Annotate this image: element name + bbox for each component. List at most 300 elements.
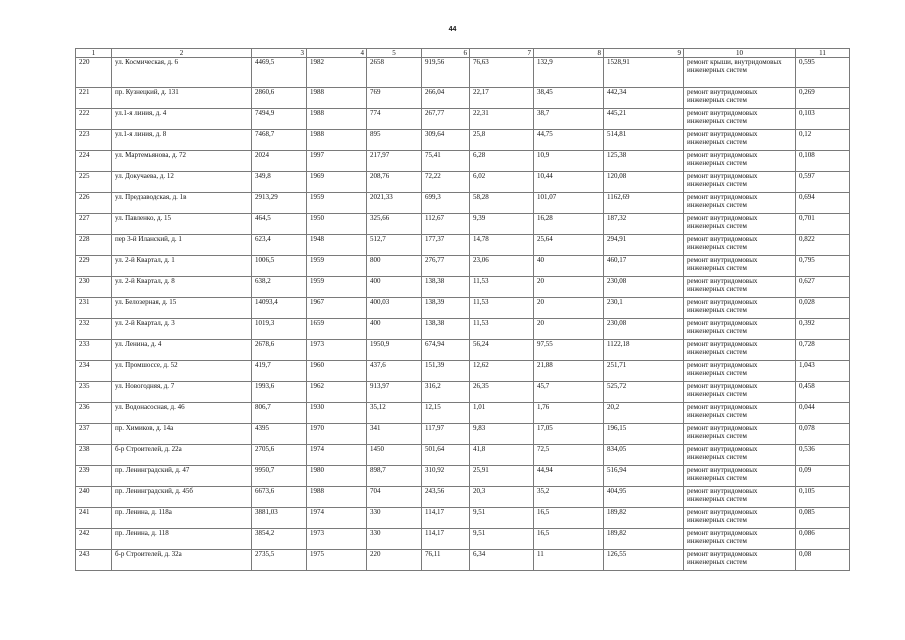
area-cell: 806,7 (252, 403, 307, 424)
table-row (76, 214, 850, 235)
address-cell: б-р Строителей, д. 32а (112, 550, 252, 571)
work-type-cell: ремонт внутридомовых инженерных систем (684, 508, 796, 529)
table-row (76, 235, 850, 256)
value-9-cell: 120,08 (604, 172, 684, 193)
cost-cell: 325,66 (367, 214, 422, 235)
value-6-cell: 75,41 (422, 151, 470, 172)
ratio-cell: 0,08 (796, 550, 850, 571)
value-8-cell: 17,05 (534, 424, 604, 445)
value-9-cell: 460,17 (604, 256, 684, 277)
table-row (76, 88, 850, 109)
ratio-cell: 0,044 (796, 403, 850, 424)
address-cell: ул. Водонасосная, д. 46 (112, 403, 252, 424)
area-cell: 1993,6 (252, 382, 307, 403)
year-cell: 1980 (307, 466, 367, 487)
table-row (76, 172, 850, 193)
address-cell: ул. Новогодняя, д. 7 (112, 382, 252, 403)
ratio-cell: 0,694 (796, 193, 850, 214)
area-cell: 7494,9 (252, 109, 307, 130)
year-cell: 1959 (307, 256, 367, 277)
value-8-cell: 1,76 (534, 403, 604, 424)
column-number-header: 11 (796, 49, 850, 58)
value-7-cell: 11,53 (470, 319, 534, 340)
value-8-cell: 20 (534, 298, 604, 319)
value-8-cell: 20 (534, 319, 604, 340)
value-7-cell: 11,53 (470, 277, 534, 298)
table-row (76, 109, 850, 130)
address-cell: пр. Ленинградский, д. 45б (112, 487, 252, 508)
value-6-cell: 266,04 (422, 88, 470, 109)
row-index-cell: 240 (76, 487, 112, 508)
value-6-cell: 76,11 (422, 550, 470, 571)
table-row (76, 256, 850, 277)
address-cell: ул. 2-й Квартал, д. 3 (112, 319, 252, 340)
work-type-cell: ремонт внутридомовых инженерных систем (684, 151, 796, 172)
value-6-cell: 138,39 (422, 298, 470, 319)
value-8-cell: 97,55 (534, 340, 604, 361)
cost-cell: 2658 (367, 58, 422, 88)
work-type-cell: ремонт внутридомовых инженерных систем (684, 340, 796, 361)
ratio-cell: 0,086 (796, 529, 850, 550)
value-6-cell: 267,77 (422, 109, 470, 130)
value-7-cell: 41,8 (470, 445, 534, 466)
table-row (76, 319, 850, 340)
value-8-cell: 10,9 (534, 151, 604, 172)
table-row (76, 382, 850, 403)
address-cell: б-р Строителей, д. 22а (112, 445, 252, 466)
year-cell: 1973 (307, 340, 367, 361)
value-8-cell: 132,9 (534, 58, 604, 88)
ratio-cell: 0,103 (796, 109, 850, 130)
value-6-cell: 117,97 (422, 424, 470, 445)
ratio-cell: 0,09 (796, 466, 850, 487)
value-8-cell: 44,94 (534, 466, 604, 487)
value-6-cell: 674,94 (422, 340, 470, 361)
work-type-cell: ремонт внутридомовых инженерных систем (684, 361, 796, 382)
cost-cell: 330 (367, 508, 422, 529)
value-6-cell: 138,38 (422, 277, 470, 298)
value-6-cell: 309,64 (422, 130, 470, 151)
cost-cell: 400 (367, 277, 422, 298)
column-number-row (76, 49, 850, 58)
value-6-cell: 310,92 (422, 466, 470, 487)
area-cell: 3881,03 (252, 508, 307, 529)
area-cell: 349,8 (252, 172, 307, 193)
table-row (76, 445, 850, 466)
area-cell: 1006,5 (252, 256, 307, 277)
value-7-cell: 26,35 (470, 382, 534, 403)
value-9-cell: 294,91 (604, 235, 684, 256)
value-7-cell: 58,28 (470, 193, 534, 214)
ratio-cell: 0,822 (796, 235, 850, 256)
value-9-cell: 189,82 (604, 529, 684, 550)
address-cell: ул.1-я линия, д. 8 (112, 130, 252, 151)
table-row (76, 550, 850, 571)
row-index-cell: 221 (76, 88, 112, 109)
value-6-cell: 138,38 (422, 319, 470, 340)
row-index-cell: 225 (76, 172, 112, 193)
year-cell: 1962 (307, 382, 367, 403)
cost-cell: 704 (367, 487, 422, 508)
value-9-cell: 1528,91 (604, 58, 684, 88)
column-number-header: 8 (534, 49, 604, 58)
value-6-cell: 699,3 (422, 193, 470, 214)
address-cell: ул. Ленина, д. 4 (112, 340, 252, 361)
ratio-cell: 0,028 (796, 298, 850, 319)
year-cell: 1930 (307, 403, 367, 424)
area-cell: 4469,5 (252, 58, 307, 88)
value-6-cell: 243,56 (422, 487, 470, 508)
column-number-header: 3 (252, 49, 307, 58)
year-cell: 1950 (307, 214, 367, 235)
area-cell: 9950,7 (252, 466, 307, 487)
row-index-cell: 237 (76, 424, 112, 445)
work-type-cell: ремонт внутридомовых инженерных систем (684, 466, 796, 487)
ratio-cell: 0,105 (796, 487, 850, 508)
value-8-cell: 21,88 (534, 361, 604, 382)
table-row (76, 277, 850, 298)
ratio-cell: 0,597 (796, 172, 850, 193)
value-8-cell: 38,45 (534, 88, 604, 109)
ratio-cell: 0,627 (796, 277, 850, 298)
column-number-header: 6 (422, 49, 470, 58)
cost-cell: 220 (367, 550, 422, 571)
table-row (76, 298, 850, 319)
cost-cell: 2021,33 (367, 193, 422, 214)
value-7-cell: 22,17 (470, 88, 534, 109)
row-index-cell: 242 (76, 529, 112, 550)
area-cell: 2913,29 (252, 193, 307, 214)
year-cell: 1988 (307, 109, 367, 130)
value-7-cell: 1,01 (470, 403, 534, 424)
value-6-cell: 114,17 (422, 508, 470, 529)
value-6-cell: 501,64 (422, 445, 470, 466)
ratio-cell: 0,536 (796, 445, 850, 466)
area-cell: 2024 (252, 151, 307, 172)
cost-cell: 400,03 (367, 298, 422, 319)
work-type-cell: ремонт внутридомовых инженерных систем (684, 529, 796, 550)
work-type-cell: ремонт внутридомовых инженерных систем (684, 445, 796, 466)
value-7-cell: 9,51 (470, 508, 534, 529)
cost-cell: 913,97 (367, 382, 422, 403)
value-9-cell: 187,32 (604, 214, 684, 235)
value-7-cell: 56,24 (470, 340, 534, 361)
table-row (76, 193, 850, 214)
ratio-cell: 0,728 (796, 340, 850, 361)
value-9-cell: 445,21 (604, 109, 684, 130)
ratio-cell: 0,701 (796, 214, 850, 235)
value-6-cell: 114,17 (422, 529, 470, 550)
value-7-cell: 9,83 (470, 424, 534, 445)
value-8-cell: 44,75 (534, 130, 604, 151)
table-row (76, 403, 850, 424)
value-9-cell: 404,95 (604, 487, 684, 508)
table-row (76, 151, 850, 172)
year-cell: 1988 (307, 487, 367, 508)
table-row (76, 424, 850, 445)
work-type-cell: ремонт внутридомовых инженерных систем (684, 382, 796, 403)
column-number-header: 9 (604, 49, 684, 58)
cost-cell: 217,97 (367, 151, 422, 172)
cost-cell: 769 (367, 88, 422, 109)
row-index-cell: 234 (76, 361, 112, 382)
value-8-cell: 35,2 (534, 487, 604, 508)
row-index-cell: 233 (76, 340, 112, 361)
column-number-header: 1 (76, 49, 112, 58)
row-index-cell: 243 (76, 550, 112, 571)
area-cell: 6673,6 (252, 487, 307, 508)
ratio-cell: 1,043 (796, 361, 850, 382)
work-type-cell: ремонт внутридомовых инженерных систем (684, 235, 796, 256)
value-6-cell: 12,15 (422, 403, 470, 424)
value-7-cell: 6,02 (470, 172, 534, 193)
ratio-cell: 0,085 (796, 508, 850, 529)
table-row (76, 508, 850, 529)
year-cell: 1974 (307, 445, 367, 466)
cost-cell: 800 (367, 256, 422, 277)
value-6-cell: 276,77 (422, 256, 470, 277)
value-9-cell: 230,08 (604, 277, 684, 298)
value-7-cell: 20,3 (470, 487, 534, 508)
row-index-cell: 239 (76, 466, 112, 487)
row-index-cell: 220 (76, 58, 112, 88)
row-index-cell: 227 (76, 214, 112, 235)
area-cell: 2860,6 (252, 88, 307, 109)
value-9-cell: 230,08 (604, 319, 684, 340)
year-cell: 1973 (307, 529, 367, 550)
cost-cell: 774 (367, 109, 422, 130)
address-cell: ул.1-я линия, д. 4 (112, 109, 252, 130)
column-number-header: 2 (112, 49, 252, 58)
area-cell: 419,7 (252, 361, 307, 382)
work-type-cell: ремонт внутридомовых инженерных систем (684, 109, 796, 130)
ratio-cell: 0,108 (796, 151, 850, 172)
value-9-cell: 125,38 (604, 151, 684, 172)
address-cell: ул. 2-й Квартал, д. 1 (112, 256, 252, 277)
value-9-cell: 251,71 (604, 361, 684, 382)
row-index-cell: 231 (76, 298, 112, 319)
year-cell: 1960 (307, 361, 367, 382)
row-index-cell: 229 (76, 256, 112, 277)
ratio-cell: 0,12 (796, 130, 850, 151)
year-cell: 1967 (307, 298, 367, 319)
column-number-header: 5 (367, 49, 422, 58)
work-type-cell: ремонт внутридомовых инженерных систем (684, 88, 796, 109)
value-8-cell: 72,5 (534, 445, 604, 466)
value-7-cell: 23,06 (470, 256, 534, 277)
cost-cell: 437,6 (367, 361, 422, 382)
ratio-cell: 0,269 (796, 88, 850, 109)
address-cell: ул. Мартемьянова, д. 72 (112, 151, 252, 172)
value-7-cell: 22,31 (470, 109, 534, 130)
value-6-cell: 919,56 (422, 58, 470, 88)
table-row (76, 130, 850, 151)
area-cell: 7468,7 (252, 130, 307, 151)
address-cell: пр. Ленинградский, д. 47 (112, 466, 252, 487)
value-7-cell: 14,78 (470, 235, 534, 256)
value-8-cell: 40 (534, 256, 604, 277)
year-cell: 1959 (307, 277, 367, 298)
work-type-cell: ремонт внутридомовых инженерных систем (684, 424, 796, 445)
table-row (76, 340, 850, 361)
cost-cell: 512,7 (367, 235, 422, 256)
row-index-cell: 236 (76, 403, 112, 424)
value-9-cell: 442,34 (604, 88, 684, 109)
work-type-cell: ремонт внутридомовых инженерных систем (684, 130, 796, 151)
value-9-cell: 525,72 (604, 382, 684, 403)
cost-cell: 400 (367, 319, 422, 340)
work-type-cell: ремонт внутридомовых инженерных систем (684, 487, 796, 508)
work-type-cell: ремонт внутридомовых инженерных систем (684, 277, 796, 298)
value-7-cell: 11,53 (470, 298, 534, 319)
value-6-cell: 177,37 (422, 235, 470, 256)
work-type-cell: ремонт внутридомовых инженерных систем (684, 550, 796, 571)
column-number-header: 4 (307, 49, 367, 58)
year-cell: 1988 (307, 88, 367, 109)
address-cell: пр. Химиков, д. 14а (112, 424, 252, 445)
row-index-cell: 222 (76, 109, 112, 130)
table-row (76, 58, 850, 88)
row-index-cell: 226 (76, 193, 112, 214)
value-8-cell: 38,7 (534, 109, 604, 130)
work-type-cell: ремонт внутридомовых инженерных систем (684, 256, 796, 277)
year-cell: 1969 (307, 172, 367, 193)
year-cell: 1959 (307, 193, 367, 214)
address-cell: ул. Белозерная, д. 15 (112, 298, 252, 319)
row-index-cell: 232 (76, 319, 112, 340)
row-index-cell: 235 (76, 382, 112, 403)
year-cell: 1659 (307, 319, 367, 340)
area-cell: 638,2 (252, 277, 307, 298)
ratio-cell: 0,392 (796, 319, 850, 340)
value-8-cell: 101,07 (534, 193, 604, 214)
value-8-cell: 16,28 (534, 214, 604, 235)
cost-cell: 1950,9 (367, 340, 422, 361)
value-9-cell: 230,1 (604, 298, 684, 319)
cost-cell: 895 (367, 130, 422, 151)
address-cell: ул. 2-й Квартал, д. 8 (112, 277, 252, 298)
address-cell: ул. Докучаева, д. 12 (112, 172, 252, 193)
area-cell: 2735,5 (252, 550, 307, 571)
year-cell: 1974 (307, 508, 367, 529)
address-cell: ул. Промшоссе, д. 52 (112, 361, 252, 382)
ratio-cell: 0,595 (796, 58, 850, 88)
value-8-cell: 25,64 (534, 235, 604, 256)
page-number: 44 (448, 26, 457, 33)
value-8-cell: 16,5 (534, 529, 604, 550)
row-index-cell: 230 (76, 277, 112, 298)
address-cell: ул. Павленко, д. 15 (112, 214, 252, 235)
value-7-cell: 6,28 (470, 151, 534, 172)
housing-repair-table (75, 48, 850, 571)
work-type-cell: ремонт внутридомовых инженерных систем (684, 172, 796, 193)
area-cell: 3854,2 (252, 529, 307, 550)
cost-cell: 330 (367, 529, 422, 550)
table-row (76, 466, 850, 487)
column-number-header: 7 (470, 49, 534, 58)
area-cell: 2678,6 (252, 340, 307, 361)
value-7-cell: 6,34 (470, 550, 534, 571)
cost-cell: 1450 (367, 445, 422, 466)
value-9-cell: 834,05 (604, 445, 684, 466)
address-cell: пр. Ленина, д. 118 (112, 529, 252, 550)
value-7-cell: 9,51 (470, 529, 534, 550)
value-9-cell: 189,82 (604, 508, 684, 529)
value-8-cell: 20 (534, 277, 604, 298)
value-8-cell: 11 (534, 550, 604, 571)
cost-cell: 208,76 (367, 172, 422, 193)
row-index-cell: 241 (76, 508, 112, 529)
value-9-cell: 20,2 (604, 403, 684, 424)
cost-cell: 341 (367, 424, 422, 445)
year-cell: 1997 (307, 151, 367, 172)
value-9-cell: 196,15 (604, 424, 684, 445)
work-type-cell: ремонт внутридомовых инженерных систем (684, 214, 796, 235)
area-cell: 464,5 (252, 214, 307, 235)
value-9-cell: 126,55 (604, 550, 684, 571)
address-cell: пр. Кузнецкий, д. 131 (112, 88, 252, 109)
value-7-cell: 25,8 (470, 130, 534, 151)
area-cell: 623,4 (252, 235, 307, 256)
value-6-cell: 316,2 (422, 382, 470, 403)
value-7-cell: 12,62 (470, 361, 534, 382)
table-body (76, 58, 850, 571)
area-cell: 1019,3 (252, 319, 307, 340)
row-index-cell: 228 (76, 235, 112, 256)
value-6-cell: 112,67 (422, 214, 470, 235)
work-type-cell: ремонт внутридомовых инженерных систем (684, 403, 796, 424)
address-cell: ул. Космическая, д. 6 (112, 58, 252, 88)
area-cell: 14093,4 (252, 298, 307, 319)
year-cell: 1948 (307, 235, 367, 256)
address-cell: пер 3-й Иланский, д. 1 (112, 235, 252, 256)
ratio-cell: 0,458 (796, 382, 850, 403)
ratio-cell: 0,795 (796, 256, 850, 277)
value-8-cell: 10,44 (534, 172, 604, 193)
year-cell: 1982 (307, 58, 367, 88)
row-index-cell: 223 (76, 130, 112, 151)
work-type-cell: ремонт внутридомовых инженерных систем (684, 193, 796, 214)
value-7-cell: 9,39 (470, 214, 534, 235)
value-8-cell: 16,5 (534, 508, 604, 529)
address-cell: ул. Предзаводская, д. 1в (112, 193, 252, 214)
row-index-cell: 224 (76, 151, 112, 172)
area-cell: 2705,6 (252, 445, 307, 466)
work-type-cell: ремонт внутридомовых инженерных систем (684, 298, 796, 319)
value-9-cell: 1162,69 (604, 193, 684, 214)
value-6-cell: 151,39 (422, 361, 470, 382)
value-9-cell: 514,81 (604, 130, 684, 151)
year-cell: 1975 (307, 550, 367, 571)
value-9-cell: 516,94 (604, 466, 684, 487)
address-cell: пр. Ленина, д. 118а (112, 508, 252, 529)
cost-cell: 898,7 (367, 466, 422, 487)
table-row (76, 529, 850, 550)
value-9-cell: 1122,18 (604, 340, 684, 361)
cost-cell: 35,12 (367, 403, 422, 424)
value-8-cell: 45,7 (534, 382, 604, 403)
ratio-cell: 0,078 (796, 424, 850, 445)
value-7-cell: 25,91 (470, 466, 534, 487)
value-6-cell: 72,22 (422, 172, 470, 193)
year-cell: 1970 (307, 424, 367, 445)
column-number-header: 10 (684, 49, 796, 58)
year-cell: 1988 (307, 130, 367, 151)
table-row (76, 487, 850, 508)
value-7-cell: 76,63 (470, 58, 534, 88)
table-row (76, 361, 850, 382)
work-type-cell: ремонт крыши, внутридомовых инженерных систем (684, 58, 796, 88)
